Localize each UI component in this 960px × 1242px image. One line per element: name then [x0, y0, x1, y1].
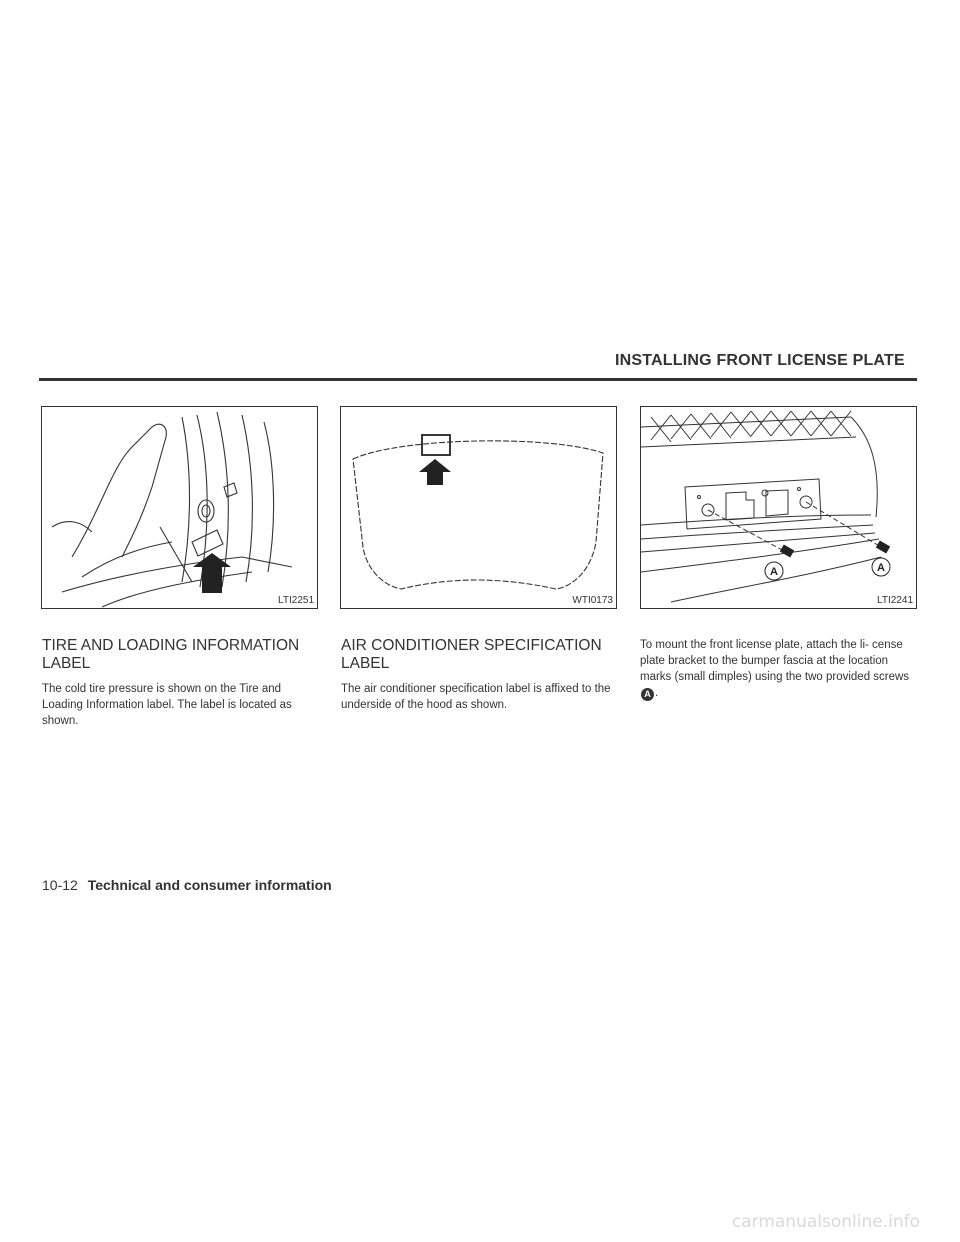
label-outline [422, 435, 450, 455]
page-number: 10-12 [42, 877, 78, 893]
figure-code: WTI0173 [572, 595, 613, 606]
tire-label-body: The cold tire pressure is shown on the Tire and Loading Information label. The label is located as shown. [42, 683, 292, 727]
figure-code: LTI2241 [877, 595, 913, 606]
figure-license-plate [640, 406, 917, 609]
callout-a-icon: A [641, 688, 654, 701]
figure-code: LTI2251 [278, 595, 314, 606]
section-rule [39, 378, 917, 381]
svg-text:A: A [770, 566, 778, 578]
section-heading: INSTALLING FRONT LICENSE PLATE [615, 352, 905, 369]
license-plate-body: To mount the front license plate, attach the li- cense plate bracket to the bumper fascia at the location marks (small dimples) using the two provided screws A . [640, 639, 910, 699]
page-footer [42, 877, 332, 893]
door-jamb-illustration [42, 407, 319, 610]
ac-label-body: The air conditioner specification label is affixed to the underside of the hood as shown. [341, 683, 611, 711]
hood-illustration [341, 407, 618, 610]
figure-ac-label [340, 406, 617, 609]
tire-label-heading: TIRE AND LOADING INFORMATION LABEL [42, 637, 300, 672]
license-plate-illustration [641, 407, 918, 610]
arrow-icon [419, 459, 451, 485]
svg-text:A: A [877, 562, 885, 574]
figure-tire-label [41, 406, 318, 609]
chapter-title: Technical and consumer information [87, 877, 332, 893]
ac-label-heading: AIR CONDITIONER SPECIFICATION LABEL [341, 637, 602, 672]
watermark: carmanualsonline.info [731, 1212, 920, 1232]
